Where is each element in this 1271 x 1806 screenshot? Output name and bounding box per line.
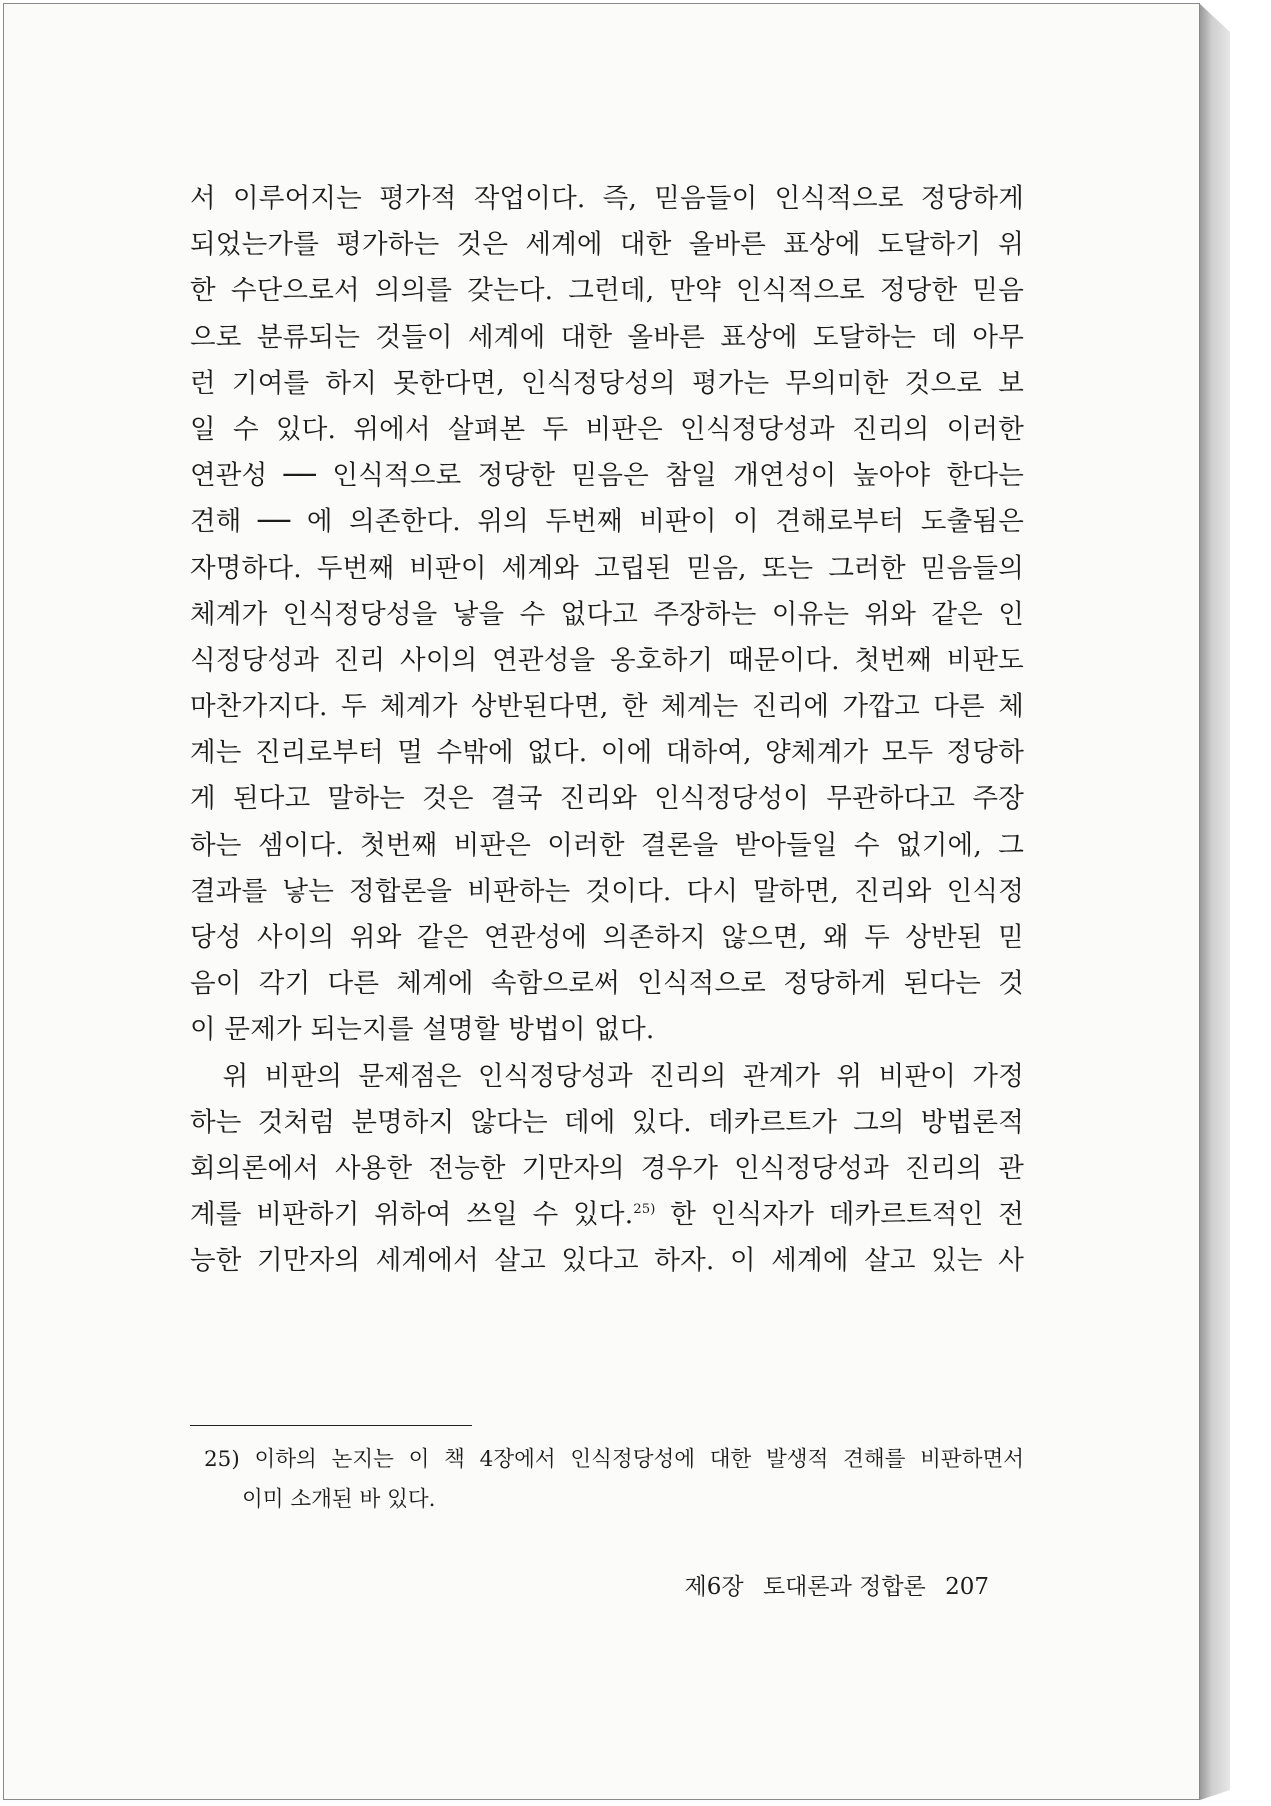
body-line: 으로 분류되는 것들이 세계에 대한 올바른 표상에 도달하는 데 아무 — [190, 321, 1024, 353]
body-line-with-footnote-ref — [190, 1192, 1024, 1238]
footnote-reference[interactable]: 25) — [633, 1202, 656, 1218]
footnote — [204, 1440, 1024, 1520]
book-page — [3, 3, 1200, 1800]
body-line: 한 수단으로서 의의를 갖는다. 그런데, 만약 인식적으로 정당한 믿음 — [190, 275, 1024, 307]
footnote-line: 25) 이하의 논지는 이 책 4장에서 인식정당성에 대한 발생적 견해를 비판하면서 — [204, 1447, 1024, 1472]
body-line: 하는 셈이다. 첫번째 비판은 이러한 결론을 받아들일 수 없기에, 그 — [190, 829, 1024, 861]
body-line: 식정당성과 진리 사이의 연관성을 옹호하기 때문이다. 첫번째 비판도 — [190, 644, 1024, 676]
running-footer — [685, 1568, 989, 1601]
body-line-part: 한 인식자가 데카르트적인 전 — [655, 1199, 1024, 1231]
body-line: 하는 것처럼 분명하지 않다는 데에 있다. 데카르트가 그의 방법론적 — [190, 1106, 1024, 1138]
body-line: 연관성 ── 인식적으로 정당한 믿음은 참일 개연성이 높아야 한다는 — [190, 460, 1024, 492]
footnote-separator — [190, 1425, 472, 1426]
body-line: 게 된다고 말하는 것은 결국 진리와 인식정당성이 무관하다고 주장 — [190, 783, 1024, 815]
body-line: 음이 각기 다른 체계에 속함으로써 인식적으로 정당하게 된다는 것 — [190, 968, 1024, 1000]
body-line-part: 계를 비판하기 위하여 쓰일 수 있다. — [190, 1199, 634, 1231]
footnote-line: 이미 소개된 바 있다. — [242, 1487, 436, 1512]
body-line: 자명하다. 두번째 비판이 세계와 고립된 믿음, 또는 그러한 믿음들의 — [190, 552, 1024, 584]
paragraph-end-line: 이 문제가 되는지를 설명할 방법이 없다. — [190, 1014, 655, 1046]
body-line: 되었는가를 평가하는 것은 세계에 대한 올바른 표상에 도달하기 위 — [190, 229, 1024, 261]
page-edge-shadow — [1200, 4, 1230, 1800]
body-line: 능한 기만자의 세계에서 살고 있다고 하자. 이 세계에 살고 있는 사 — [190, 1245, 1024, 1277]
paragraph-start-line: 위 비판의 문제점은 인식정당성과 진리의 관계가 위 비판이 가정 — [190, 1060, 1024, 1092]
body-line: 계는 진리로부터 멀 수밖에 없다. 이에 대하여, 양체계가 모두 정당하 — [190, 737, 1024, 769]
body-line: 체계가 인식정당성을 낳을 수 없다고 주장하는 이유는 위와 같은 인 — [190, 598, 1024, 630]
body-line: 서 이루어지는 평가적 작업이다. 즉, 믿음들이 인식적으로 정당하게 — [190, 183, 1024, 214]
body-line: 일 수 있다. 위에서 살펴본 두 비판은 인식정당성과 진리의 이러한 — [190, 413, 1024, 445]
body-line: 회의론에서 사용한 전능한 기만자의 경우가 인식정당성과 진리의 관 — [190, 1152, 1024, 1184]
body-line: 마찬가지다. 두 체계가 상반된다면, 한 체계는 진리에 가깝고 다른 체 — [190, 691, 1024, 723]
page-number: 207 — [945, 1574, 989, 1600]
body-text — [190, 176, 1024, 1285]
body-line: 결과를 낳는 정합론을 비판하는 것이다. 다시 말하면, 진리와 인식정 — [190, 875, 1024, 907]
chapter-title: 토대론과 정합론 — [762, 1574, 926, 1600]
body-line: 당성 사이의 위와 같은 연관성에 의존하지 않으면, 왜 두 상반된 믿 — [190, 922, 1024, 953]
body-line: 견해 ── 에 의존한다. 위의 두번째 비판이 이 견해로부터 도출됨은 — [190, 506, 1024, 538]
chapter-label: 제6장 — [684, 1574, 744, 1600]
body-line: 런 기여를 하지 못한다면, 인식정당성의 평가는 무의미한 것으로 보 — [190, 367, 1024, 399]
